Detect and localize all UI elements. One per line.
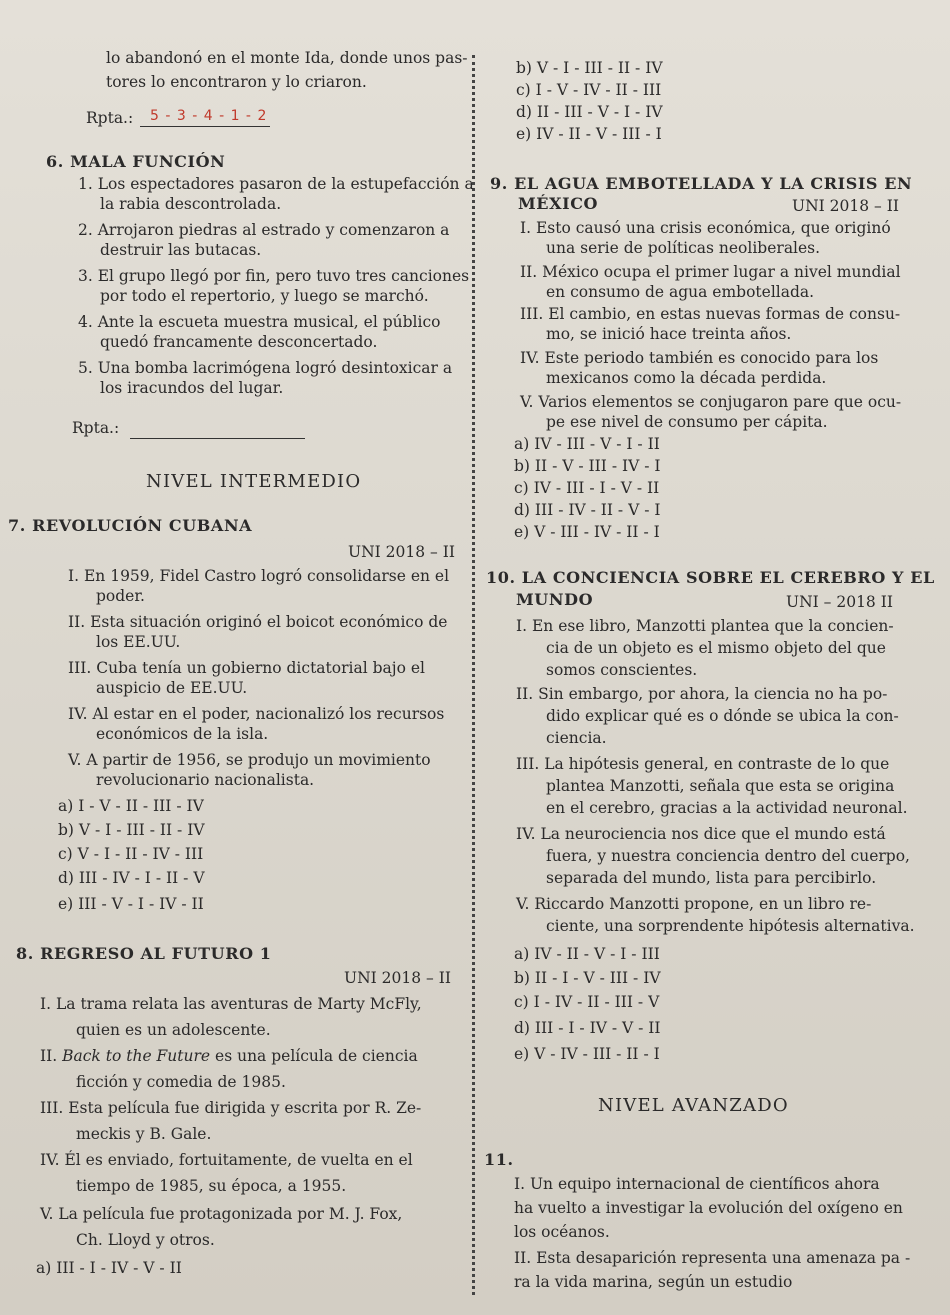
q7-line: III. Cuba tenía un gobierno dictatorial bajo el [68, 659, 425, 677]
q6-line: 1. Los espectadores pasaron de la estupefacción a [78, 175, 474, 193]
q8-line: IV. Él es enviado, fortuitamente, de vuelta en el [40, 1151, 413, 1169]
q8-line: Ch. Lloyd y otros. [76, 1231, 215, 1249]
q8-line: V. La película fue protagonizada por M. J. Fox, [40, 1205, 403, 1223]
q7-option: e) III - V - I - IV - II [58, 895, 204, 913]
q6-line: 3. El grupo llegó por fin, pero tuvo tres canciones [78, 267, 470, 285]
q8-option: a) III - I - IV - V - II [36, 1259, 182, 1277]
q10-title: 10. LA CONCIENCIA SOBRE EL CEREBRO Y EL [486, 568, 935, 587]
q5-option: d) II - III - V - I - IV [516, 103, 663, 121]
q7-title: 7. REVOLUCIÓN CUBANA [8, 516, 253, 535]
q5-tail-line: tores lo encontraron y lo criaron. [106, 73, 367, 91]
q10-option: b) II - I - V - III - IV [514, 969, 661, 987]
section-heading-avanzado: NIVEL AVANZADO [598, 1095, 789, 1116]
q10-option: e) V - IV - III - II - I [514, 1045, 660, 1063]
q6-line: 5. Una bomba lacrimógena logró desintoxicar a [78, 359, 453, 377]
q9-line: una serie de políticas neoliberales. [546, 239, 821, 257]
q11-line: II. Esta desaparición representa una amenaza pa - [514, 1249, 911, 1267]
q9-line: mo, se inició hace treinta años. [546, 325, 792, 343]
q7-source: UNI 2018 – II [348, 543, 455, 561]
q11-line: los océanos. [514, 1223, 610, 1241]
q8-source: UNI 2018 – II [344, 969, 451, 987]
q10-line: ciencia. [546, 729, 607, 747]
q9-line: II. México ocupa el primer lugar a nivel mundial [520, 263, 901, 281]
q7-line: económicos de la isla. [96, 725, 269, 743]
q9-line: V. Varios elementos se conjugaron pare que ocu- [520, 393, 902, 411]
q5-tail-line: lo abandonó en el monte Ida, donde unos pas- [106, 49, 468, 67]
film-title: Back to the Future [62, 1047, 211, 1065]
q5-option: e) IV - II - V - III - I [516, 125, 662, 143]
q9-source: UNI 2018 – II [792, 197, 899, 215]
q8-line: tiempo de 1985, su época, a 1955. [76, 1177, 347, 1195]
q8-line: quien es un adolescente. [76, 1021, 271, 1039]
q8-title: 8. REGRESO AL FUTURO 1 [16, 944, 272, 963]
q8-roman: II. [40, 1047, 58, 1065]
q6-line: 2. Arrojaron piedras al estrado y comenzaron a [78, 221, 450, 239]
q10-line: I. En ese libro, Manzotti plantea que la concien- [516, 617, 894, 635]
q10-line: en el cerebro, gracias a la actividad neuronal. [546, 799, 908, 817]
q11-line: I. Un equipo internacional de científicos ahora [514, 1175, 880, 1193]
q10-option: c) I - IV - II - III - V [514, 993, 660, 1011]
section-heading-intermedio: NIVEL INTERMEDIO [146, 471, 362, 492]
q10-line: separada del mundo, lista para percibirlo. [546, 869, 877, 887]
q7-line: revolucionario nacionalista. [96, 771, 315, 789]
q10-source: UNI – 2018 II [786, 593, 893, 611]
q9-line: en consumo de agua embotellada. [546, 283, 815, 301]
q7-option: a) I - V - II - III - IV [58, 797, 204, 815]
q9-option: b) II - V - III - IV - I [514, 457, 661, 475]
q6-line: destruir las butacas. [100, 241, 262, 259]
q7-line: IV. Al estar en el poder, nacionalizó los recursos [68, 705, 445, 723]
q9-line: IV. Este periodo también es conocido para los [520, 349, 879, 367]
rpta-label: Rpta.: [86, 109, 134, 127]
answer-line [130, 438, 305, 439]
q10-line: III. La hipótesis general, en contraste de lo que [516, 755, 890, 773]
answer-line [140, 126, 270, 127]
q9-title: MÉXICO [518, 194, 599, 213]
q5-option: c) I - V - IV - II - III [516, 81, 662, 99]
q6-line: los iracundos del lugar. [100, 379, 284, 397]
q10-line: dido explicar qué es o dónde se ubica la con- [546, 707, 899, 725]
q8-line: I. La trama relata las aventuras de Marty McFly, [40, 995, 422, 1013]
q10-line: II. Sin embargo, por ahora, la ciencia no ha po- [516, 685, 888, 703]
q6-title: 6. MALA FUNCIÓN [46, 152, 226, 171]
q7-line: V. A partir de 1956, se produjo un movimiento [68, 751, 431, 769]
q8-line: meckis y B. Gale. [76, 1125, 212, 1143]
q9-line: mexicanos como la década perdida. [546, 369, 827, 387]
q7-option: b) V - I - III - II - IV [58, 821, 205, 839]
q8-line-rest: es una película de ciencia [215, 1047, 418, 1065]
q10-line: fuera, y nuestra conciencia dentro del cuerpo, [546, 847, 910, 865]
q7-line: II. Esta situación originó el boicot económico de [68, 613, 448, 631]
q8-line: III. Esta película fue dirigida y escrita por R. Ze- [40, 1099, 422, 1117]
q11-title: 11. [484, 1150, 514, 1169]
q10-line: somos conscientes. [546, 661, 698, 679]
q9-line: III. El cambio, en estas nuevas formas de consu- [520, 305, 901, 323]
q9-line: pe ese nivel de consumo per cápita. [546, 413, 828, 431]
column-divider [472, 55, 475, 1295]
q7-line: los EE.UU. [96, 633, 181, 651]
q10-line: ciente, una sorprendente hipótesis alternativa. [546, 917, 915, 935]
q8-line [40, 1046, 418, 1066]
q6-line: 4. Ante la escueta muestra musical, el público [78, 313, 441, 331]
q9-option: e) V - III - IV - II - I [514, 523, 660, 541]
q5-option: b) V - I - III - II - IV [516, 59, 663, 77]
q9-option: c) IV - III - I - V - II [514, 479, 660, 497]
rpta-label: Rpta.: [72, 419, 120, 437]
q7-line: auspicio de EE.UU. [96, 679, 248, 697]
rpta-handwritten-answer: 5 - 3 - 4 - 1 - 2 [150, 108, 268, 124]
q10-line: plantea Manzotti, señala que esta se origina [546, 777, 895, 795]
q7-line: I. En 1959, Fidel Castro logró consolidarse en el [68, 567, 450, 585]
q7-option: c) V - I - II - IV - III [58, 845, 204, 863]
q7-line: poder. [96, 587, 145, 605]
q7-option: d) III - IV - I - II - V [58, 869, 205, 887]
q9-option: a) IV - III - V - I - II [514, 435, 660, 453]
q6-line: por todo el repertorio, y luego se marchó. [100, 287, 429, 305]
q10-line: cia de un objeto es el mismo objeto del que [546, 639, 886, 657]
q8-line: ficción y comedia de 1985. [76, 1073, 286, 1091]
q10-line: V. Riccardo Manzotti propone, en un libro re- [516, 895, 872, 913]
q11-line: ha vuelto a investigar la evolución del oxígeno en [514, 1199, 903, 1217]
q11-line: ra la vida marina, según un estudio [514, 1273, 793, 1291]
q9-title: 9. EL AGUA EMBOTELLADA Y LA CRISIS EN [490, 174, 913, 193]
q9-line: I. Esto causó una crisis económica, que originó [520, 219, 891, 237]
q6-line: la rabia descontrolada. [100, 195, 282, 213]
q10-line: IV. La neurociencia nos dice que el mundo está [516, 825, 886, 843]
q9-option: d) III - IV - II - V - I [514, 501, 661, 519]
q10-option: a) IV - II - V - I - III [514, 945, 660, 963]
q10-option: d) III - I - IV - V - II [514, 1019, 661, 1037]
q6-line: quedó francamente desconcertado. [100, 333, 378, 351]
q10-title: MUNDO [516, 590, 594, 609]
